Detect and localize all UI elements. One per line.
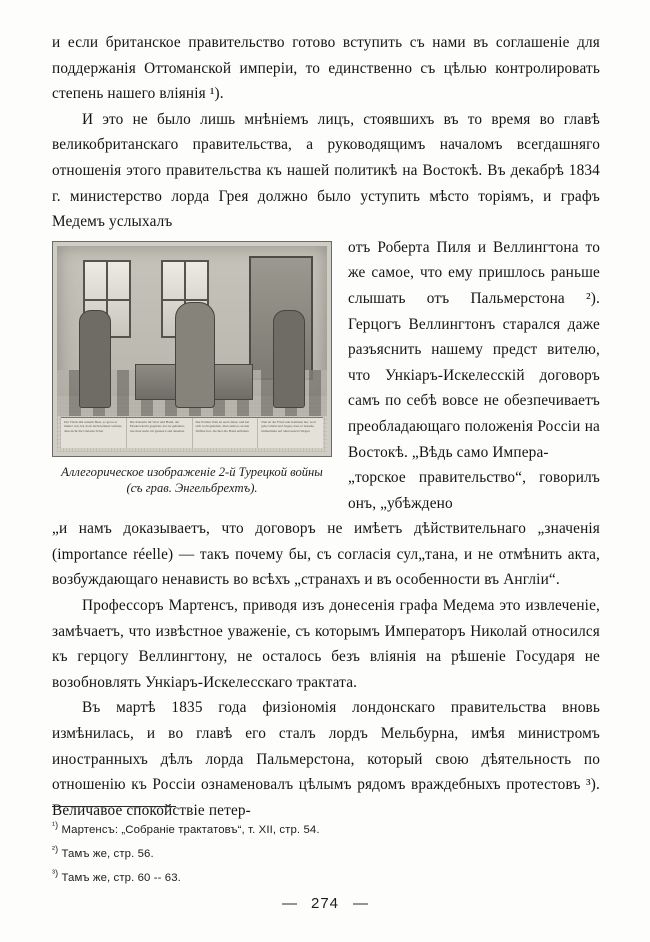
paragraph-3: отъ Роберта Пиля и Веллингтона то же самое, что ему пришлось раньше слышать отъ Пальмерстона ²). Герцогъ Веллингтонъ старался даже разъяснить нашему предст вителю, что Ункіаръ-Искелесскій договоръ самъ по себѣ вовсе не обезпечиваетъ преобладающаго положенія Россіи на Востокѣ. „Вѣдь само Импера- [348,238,600,461]
figure-allegorical-engraving [52,241,332,496]
engraving-image [52,241,332,457]
page-number-dash-left: — [281,895,297,912]
footnote-3-text: Тамъ же, стр. 60 -- 63. [61,871,181,884]
footnote-2-marker: ²) [52,843,59,854]
plate-text-cell-3: Der Pohlen Volk ist auch dabei, und hat sich wohl gehalten, man sieht es an den Waffen frei, die hier die Hand entfalten [193,418,259,448]
footnote-1-marker: ¹) [52,820,59,830]
plate-text-cell-4: Nun ist der Fried nun kommen her, Gott gebe Glück und Segen, dass er bestehe immermehr auf allen unsern Wegen [261,419,316,433]
paragraph-7: Въ мартѣ 1835 года физіономія лондонскаго правительства вновь измѣнилась, и во главѣ его сталъ лордъ Мельбурна, имѣя министромъ иностранныхъ дѣлъ лорда Пальмерстона, который свою дѣятельность по отношенію къ Россіи ознаменовалъ цѣлымъ рядомъ враждебныхъ протестовъ ³). Величавое спокойствіе петер- [52,699,600,819]
figure-caption-line-2: (съ грав. Энгельбрехтъ). [126,480,258,495]
plate-text-cell-1: Der Türck mit seinem Heer, so gross er immer war, hat doch nicht können wehren, dass nicht die Christen Schar [61,418,127,448]
page-number-value: 274 [310,895,340,912]
paragraph-4: „торское правительство“, говорилъ онъ, „убѣждено [348,469,600,512]
page-content [52,30,600,823]
plate-text-cell-2: Die Kaiserin ihr Wort und Hand, der Moskowiterin gegeben, hat sie gehalten, wie man sieht, im ganzen Land daneben [127,418,193,448]
figure-caption [52,464,332,496]
paragraph-1: и если британское правительство готово вступить съ нами въ соглашеніе для поддержанія Оттоманской имперіи, то единственно съ цѣлью контролировать степень нашего вліянія ¹). [52,34,600,103]
footnote-2-text: Тамъ же, стр. 56. [61,847,154,860]
footnote-1 [52,816,600,840]
engraving-inner [57,246,327,452]
figure-and-text-block [52,235,600,517]
paragraph-6: Профессоръ Мартенсъ, приводя изъ донесенія графа Медема это извлеченіе, замѣчаетъ, что извѣстное уваженіе, съ которымъ Императоръ Николай относился къ герцогу Веллингтону, не осталось безъ вліянія на рѣшеніе Государя не возобновлять Ункіаръ-Искелесскаго трактата. [52,597,600,691]
paragraph-2: И это не было лишь мнѣніемъ лицъ, стоявшихъ въ то время во главѣ великобританскаго правительства, а руководящимъ началомъ всегдашняго отношенія этого правительства къ нашей политикѣ на Востокѣ. Въ декабрѣ 1834 г. министерство лорда Грея должно было уступить мѣсто торіямъ, и графъ Медемъ услыхалъ [52,110,600,231]
footnotes-section [52,806,600,887]
engraving-plate-text [61,417,323,448]
footnote-2 [52,840,600,864]
footnote-separator-rule [52,806,176,807]
footnote-3-marker: ³) [52,867,59,878]
figure-caption-line-1: Аллегорическое изображеніе 2-й Турецкой войны [61,464,323,479]
footnote-1-text: Мартенсъ: „Собраніе трактатовъ“, т. XII, стр. 54. [61,823,320,836]
engraving-figure-center [175,302,215,408]
footnote-3 [52,864,600,888]
paragraph-5: „и намъ доказываетъ, что договоръ не имѣетъ дѣйствительнаго „значенія (importance réelle) — такъ почему бы, съ согласія сул„тана, и не отмѣнить акта, возбуждающаго ненависть во всѣхъ „странахъ и въ особенности въ Англіи“. [52,520,600,589]
page-number [0,895,650,912]
quotation-block [52,516,600,593]
page-number-dash-right: — [353,895,369,912]
engraving-figure-left [79,310,111,408]
engraving-figure-right [273,310,305,408]
